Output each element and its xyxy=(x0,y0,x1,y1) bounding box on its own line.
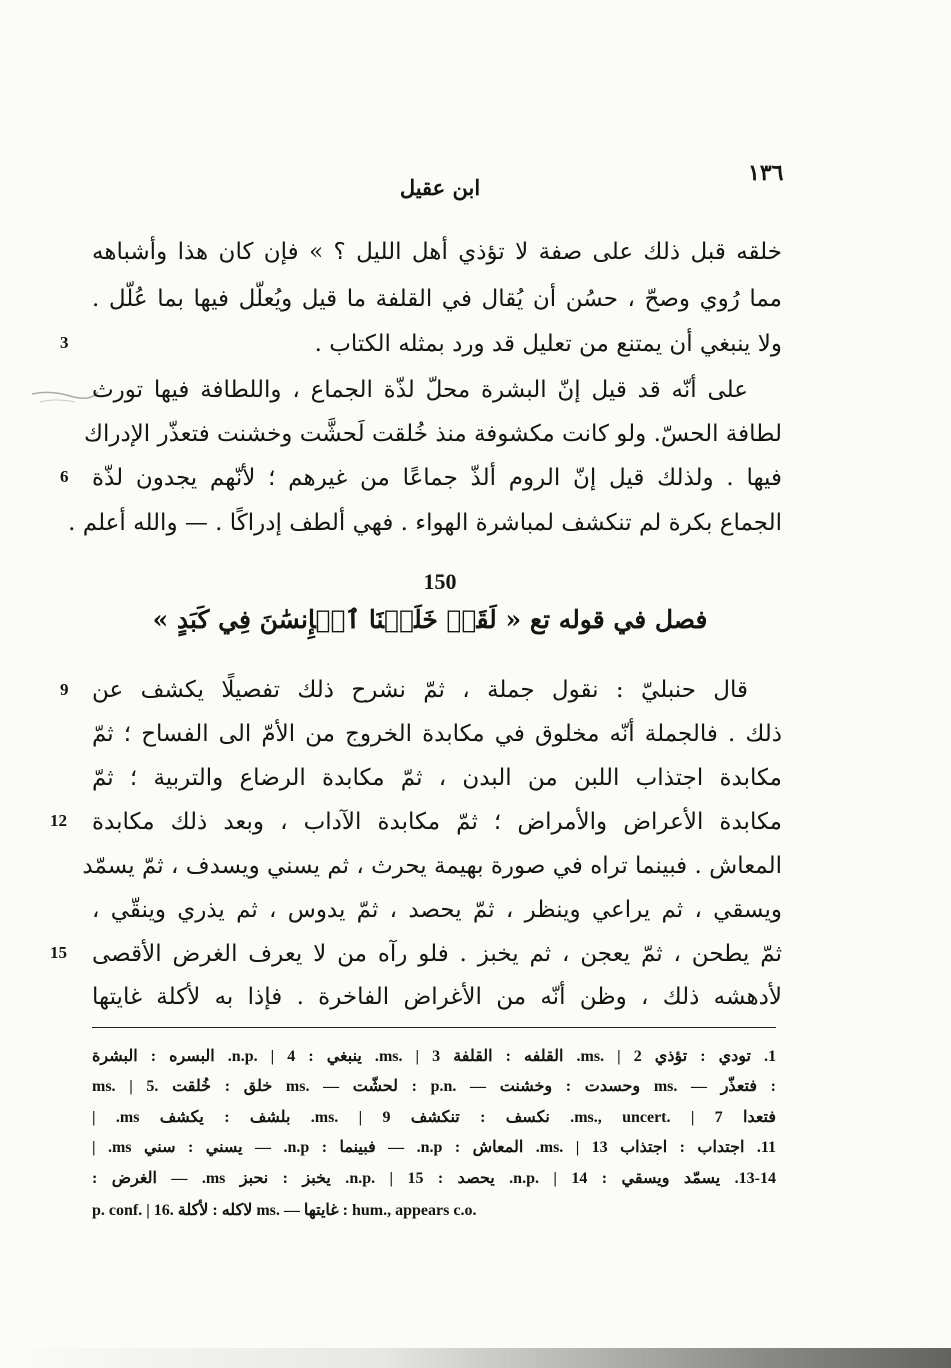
scan-edge xyxy=(0,1348,951,1368)
line-number: 9 xyxy=(60,680,69,699)
section-line: ذلك . فالجملة أنّه مخلوق في مكابدة الخروج من الأمّ الى الفساح ؛ ثمّ xyxy=(92,721,782,747)
section-line: لأدهشه ذلك ، وظن أنّه من الأغراض الفاخرة . فإذا به لأكلة غايتها xyxy=(92,984,782,1010)
body-line: خلقه قبل ذلك على صفة لا تؤذي أهل الليل ؟ » فإن كان هذا وأشباهه xyxy=(92,239,782,265)
line-number: 15 xyxy=(50,943,67,962)
page-number: ١٣٦ xyxy=(748,160,784,186)
section-line: قال حنبليّ : نقول جملة ، ثمّ نشرح ذلك تفصيلًا يكشف عن xyxy=(92,677,748,703)
footnote-line: p. conf. | 16. لاكله : لأكلة ms. — غايتها : hum., appears c.o. xyxy=(92,1202,477,1219)
body-line: ولا ينبغي أن يمتنع من تعليل قد ورد بمثله الكتاب . xyxy=(314,331,782,357)
line-number: 12 xyxy=(50,811,67,830)
section-number: 150 xyxy=(423,569,457,594)
footnote-line: ms. | 5. خلق : خُلقت ms. — لحشّت : p.n. — وحسدت : وخشنت ms. — فتعذّر : xyxy=(92,1078,777,1095)
section-line: ثمّ يطحن ، ثمّ يعجن ، ثم يخبز . فلو رآه من لا يعرف الغرض الأقصى xyxy=(92,941,782,967)
footnote-line: 13-14. يسمّد ويسقي : n.p. | 14. يحصد : n.p. | 15. يخبز : نحبز ms. — الغرض : xyxy=(92,1170,776,1187)
section-line: ويسقي ، ثم يراعي وينظر ، ثمّ يحصد ، ثمّ يدوس ، ثم يذري وينقّي ، xyxy=(92,897,782,923)
body-line: لطافة الحسّ. ولو كانت مكشوفة منذ خُلقت لَحشَّت وخشنت فتعذّر الإدراك xyxy=(83,421,782,447)
body-line: على أنّه قد قيل إنّ البشرة محلّ لذّة الجماع ، واللطافة فيها تورث xyxy=(92,377,748,403)
section-line: المعاش . فبينما تراه في صورة بهيمة يحرث ، ثم يسني ويسدف ، ثمّ يسمّد xyxy=(82,853,782,879)
section-title: فصل في قوله تع « لَقَدۡ خَلَقۡنَا ٱلۡإِنسَٰنَ فِي كَبَدٍ » xyxy=(152,605,708,634)
section-line: مكابدة الأعراض والأمراض ؛ ثمّ مكابدة الآداب ، وبعد ذلك مكابدة xyxy=(92,809,782,835)
footnote-line: 1. تودي : تؤذي ms. | 2. القلفه : القلفة ms. | 3. ينبغي : n.p. | 4. البسره : البشرة xyxy=(92,1048,777,1065)
footnote-line: 11. اجتداب : اجتذاب ms. | 13. المعاش : n.p. — فبينما : n.p. — يسني : سني ms. | xyxy=(92,1139,777,1156)
ink-smudge xyxy=(30,372,100,412)
body-line: فيها . ولذلك قيل إنّ الروم ألذّ جماعًا من غيرهم ؛ لأنّهم يجدون لذّة xyxy=(92,465,782,491)
section-line: مكابدة اجتذاب اللبن من البدن ، ثمّ مكابدة الرضاع والتربية ؛ ثمّ xyxy=(92,765,782,791)
footnote-rule xyxy=(92,1027,776,1028)
line-number: 6 xyxy=(60,467,69,486)
body-line: مما رُوي وصحّ ، حسُن أن يُقال في القلفة ما قيل ويُعلّل فيها بما عُلّل . xyxy=(92,286,782,312)
line-number: 3 xyxy=(60,333,69,352)
body-line: الجماع بكرة لم تنكشف لمباشرة الهواء . فهي ألطف إدراكًا . — والله أعلم . xyxy=(68,510,782,536)
running-head: ابن عقيل xyxy=(399,175,481,200)
footnote-line: فتعدا ms., uncert. | 7. نكسف : تنكشف ms. | 9. بلشف : يكشف ms. | xyxy=(92,1109,777,1126)
